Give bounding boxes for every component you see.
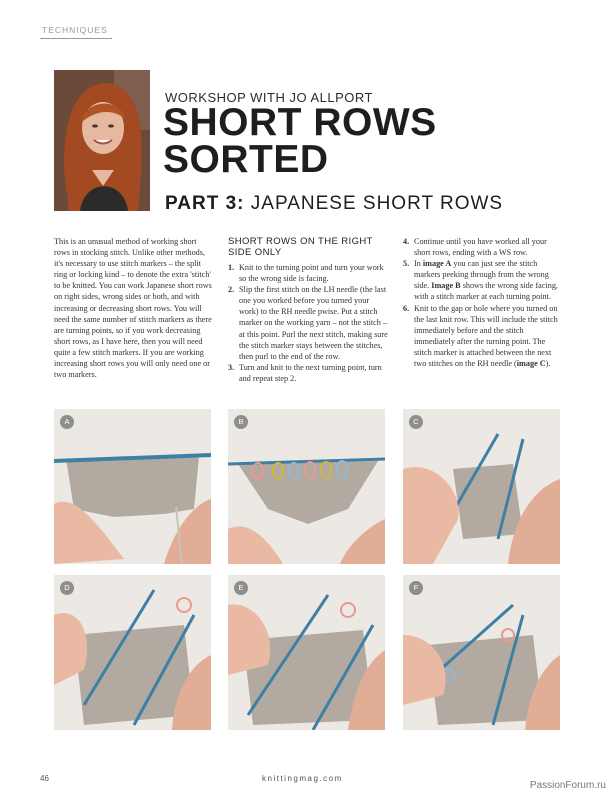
steps-list-a	[228, 262, 390, 384]
photo-c	[403, 409, 560, 564]
intro-text: This is an unusual method of working short rows in stocking stitch. Unlike other methods, it's necessary to use stitch markers – the split ring or locking kind – to denote the extra 'stitch' to be knitted. You can work Japanese short rows on right sides, wrong sides or both, and with increasing or decreasing short rows. You will need the same number of stitch markers as there are turning points, so if you work decreasing short rows, as I have here, then you will need quite a few stitch markers. If you are working increasing short rows you will only need one or two markers.	[54, 237, 212, 380]
page-title	[163, 101, 437, 181]
part-heading	[165, 193, 503, 215]
step-item: 1. Knit to the turning point and turn your work so the wrong side is facing.	[228, 263, 384, 284]
step-item: 2. Slip the first stitch on the LH needle (the last one you worked before you turned your work) to the RH needle pwise. Put a stitch marker on the working yarn – not the stitch – at this point. Purl the next stitch, making sure the stitch marker stays between the stitches, then purl to the end of the row.	[228, 285, 388, 361]
section-label: TECHNIQUES	[42, 25, 108, 35]
photo-label: A	[60, 415, 74, 429]
steps-list-b	[403, 236, 561, 369]
title-line-1: SHORT ROWS	[163, 101, 437, 144]
photo-a	[54, 409, 211, 564]
step-item: 5. In image A you can just see the stitch markers peeking through from the wrong side. Image B shows the wrong side facing, with a stitch marker at each turning point.	[403, 259, 558, 302]
photo-label: B	[234, 415, 248, 429]
part-title: JAPANESE SHORT ROWS	[250, 193, 504, 214]
photo-label: D	[60, 581, 74, 595]
method-column-continued	[403, 236, 561, 369]
section-rule	[40, 38, 112, 39]
method-subhead: SHORT ROWS ON THE RIGHT SIDE ONLY	[228, 236, 373, 258]
step-item: 4. Continue until you have worked all your short rows, ending with a WS row.	[403, 237, 547, 258]
site-url: knittingmag.com	[262, 774, 343, 783]
photo-f	[403, 575, 560, 730]
title-line-2: SORTED	[163, 138, 329, 181]
page-number: 46	[40, 774, 49, 783]
photo-label: E	[234, 581, 248, 595]
part-number: PART 3:	[165, 193, 245, 214]
step-item: 6. Knit to the gap or hole where you turned on the last knit row. This will include the stitch immediately before and the stitch immediately after the turning point. The stitch marker is attached between the next two stitches on the RH needle (image C).	[403, 303, 558, 369]
method-column	[228, 236, 390, 384]
watermark: PassionForum.ru	[529, 780, 606, 791]
photo-label: F	[409, 581, 423, 595]
photo-e	[228, 575, 385, 730]
photo-label: C	[409, 415, 423, 429]
workshop-kicker: WORKSHOP WITH JO ALLPORT	[165, 90, 373, 105]
photo-d	[54, 575, 211, 730]
author-portrait	[54, 70, 150, 211]
photo-b	[228, 409, 385, 564]
step-item: 3. Turn and knit to the next turning point, turn and repeat step 2.	[228, 362, 382, 383]
